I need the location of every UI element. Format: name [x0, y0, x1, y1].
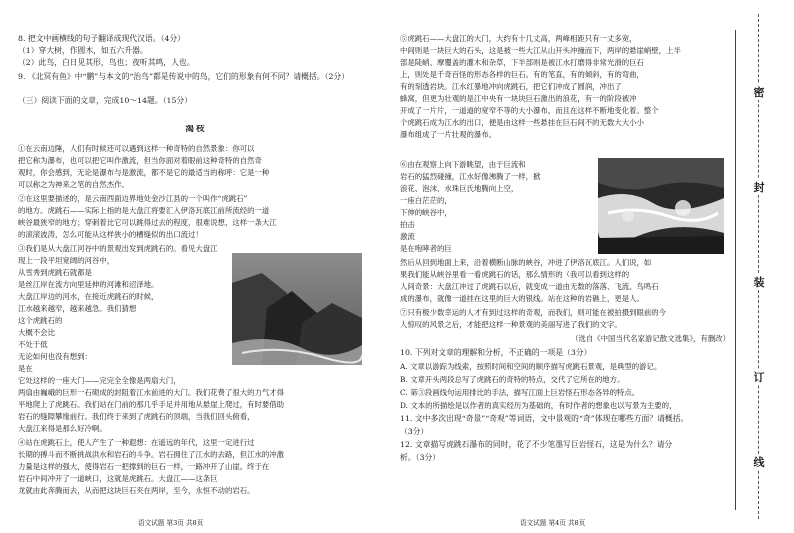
- essay-line: 中间则是一块巨大的石头，这是被一些大江从山开头冲撞而下，两岸的悬崖峭壁，上半: [400, 46, 681, 55]
- question-8: 8. 把文中画横线的句子翻译成现代汉语。（4分）: [18, 34, 185, 43]
- essay-line: 上，则处是千奇百怪的形态各样的巨石。有的笔直，有的倾斜，有的弯曲，: [400, 70, 644, 79]
- essay-line: ⑤虎跳石——大盘江的大门，大约有十几丈高，两峰相距只有一丈多宽，: [400, 34, 637, 43]
- essay-line: 无论如何也没有想到：: [18, 352, 92, 361]
- essay-line: ⑦只有极少数幸运的人才有到过这样的奇观，而我们，则可能在被拍摄到眼前的今: [400, 308, 667, 317]
- question-11-points: （3分）: [400, 427, 429, 436]
- essay-line: 岩石的猛烈碰撞，江水好像沸腾了一样，掀: [400, 172, 541, 181]
- page-footer-left: 语文试题 第3页 共8页: [138, 519, 204, 527]
- rock-photo: [232, 253, 362, 365]
- essay-title: 渴枝: [185, 125, 207, 134]
- option-a: A. 文章以游踪为线索，按照时间和空间的顺序描写虎跳石景观，是典型的游记。: [400, 362, 662, 371]
- question-9: 9. 《北冥有鱼》中“鹏”与本文的“治鸟”都是传说中的鸟，它们的形象有何不同？请概括。（2分）: [18, 72, 349, 81]
- essay-line: 两扇由巍峨的巨形一石砌成的封阻着江水前进的大门。我们花费了很大的力气才得: [18, 388, 285, 397]
- essay-line: 人惊叹的风景之后，才能把这样一种景观的美丽写进了我们的文字。: [400, 320, 622, 329]
- essay-line: ⑥由在观察上向下游眺望，由于巨流和: [400, 160, 526, 169]
- essay-line: 长期的搏斗而不断挑战洪水和岩石的斗争。岩石拥住了江水的去路，但江水的冲激: [18, 450, 285, 459]
- essay-line: 现上一段平坦宽阔的河谷中，: [18, 256, 115, 265]
- option-d: D. 文本的所描绘是以作者的真实经历为基础的，有时作者的想象也以写景为主要的，: [400, 401, 677, 410]
- essay-line: 浪花、泡沫、水珠巨氏地腾向上空，: [400, 184, 519, 193]
- right-page: [400, 0, 730, 533]
- essay-line: ②在这里要描述的，是云南西面边界地处金沙江县的一个叫作“虎跳石”: [18, 194, 248, 203]
- essay-line: 的地方。虎跳石——实际上指的是大盘江将要汇入伊洛瓦底江前所流经的一道: [18, 206, 270, 215]
- essay-line: 一座白茫茫的，: [400, 196, 452, 205]
- essay-line: 果我们能从峡谷里看一看虎跳石的话，那么情形的（我可以看到这样的: [400, 270, 630, 279]
- essay-line: 这个虎跳石的: [18, 316, 63, 325]
- essay-line: 部是陡峭、摩覆盖的灌木和杂草，下半部则是被江水打磨得非常光滑的巨石: [400, 58, 644, 67]
- question-10: 10. 下列对文章的理解和分析，不正确的一项是（3分）: [400, 348, 592, 357]
- question-12-points: 析。（3分）: [400, 453, 441, 462]
- option-c: C. 第③段画线句运用排比的手法，描写江面上巨岩怪石形态各异的特点。: [400, 388, 640, 397]
- binding-char: 装: [749, 274, 769, 290]
- essay-line: 它处这样的一座大门——完完全全像是两扇大门，: [18, 376, 181, 385]
- essay-line: 观时，你会感到，无论是瀑布与是激流，都不是它的最适当的称呼：它是一种: [18, 168, 270, 177]
- binding-char: 订: [749, 369, 769, 385]
- question-11: 11. 文中多次出现“奇景”“奇观”等词语，文中景观的“奇”体现在哪些方面？请概括。: [400, 414, 689, 423]
- essay-line: 个虎跳石成为江水的出口，便是由这样一些悬挂在巨石间不的无数大大小小: [400, 118, 644, 127]
- essay-line: 人间奇景：大盘江冲过了虎跳石以后，就变成一道由无数的落落、飞流、鸟鸣石: [400, 282, 659, 291]
- essay-line: 大盘江来得是那么好冷啊。: [18, 424, 107, 433]
- essay-source: （选自《中国当代名家游记散文选集》，有删改）: [571, 334, 730, 343]
- essay-line: 把它称为瀑布，也可以把它叫作激流，但当你面对着眼前这种奇特的自然奇: [18, 156, 262, 165]
- essay-line: 拍击: [400, 220, 415, 229]
- binding-char: 线: [749, 454, 769, 470]
- question-8-part-1: （1）穿大树，作圆木，如五六升器。: [18, 46, 148, 55]
- essay-line: 大概不会比: [18, 328, 55, 337]
- essay-line: ③我们是从大盘江河谷中的景观出发到虎跳石的。看见大盘江: [18, 244, 218, 253]
- binding-char: 封: [749, 179, 769, 195]
- essay-line: 江水越来越窄，越来越急。我们猜想: [18, 304, 137, 313]
- essay-line: 大盘江岸边的河水，在接近虎跳石的时候，: [18, 292, 159, 301]
- essay-line: 是在咆哮者的巨: [400, 244, 452, 253]
- binding-margin: [740, 14, 780, 519]
- binding-rule: [735, 30, 736, 510]
- rock-photo-image: [232, 253, 362, 365]
- essay-line: 瀑布组成了一片壮观的瀑布。: [400, 130, 497, 139]
- essay-line: 开成了一片片，一道道的宽窄不等的大小瀑布，而且在这样不断地变化着。整个: [400, 106, 659, 115]
- essay-line: 激流: [400, 232, 415, 241]
- essay-line: 有的刻透岩块。江水红暴地冲向虎跳石，把它们冲成了圆润，冲出了: [400, 82, 622, 91]
- section-3-header: （三）阅读下面的文章，完成10～14题。（15分）: [18, 96, 193, 105]
- essay-line: 力量是这样的强大，使得岩石一把撑到的巨石一样，一路冲开了山崖。终于在: [18, 462, 270, 471]
- essay-line: ④站在虎跳石上，使人产生了一种遐想：在遥远的年代，这里一定进行过: [18, 438, 255, 447]
- option-b: B. 文章开头两段总写了虎跳石的奇特的特点，交代了它所在的地方。: [400, 375, 625, 384]
- essay-line: 是丝江岸在流方向里延伸的河滩和沼泽地。: [18, 280, 159, 289]
- essay-line: 龙就由此奔腾而去，从而把这块巨石夹在两岸，至今，永恒不动的岩石。: [18, 486, 255, 495]
- essay-line: 然后从回到地面上来，沿着横断山脉的峡谷，冲进了伊洛瓦底江。人们说，如: [400, 258, 652, 267]
- question-12: 12. 文章描写虎跳石瀑布的同时，花了不少笔墨写巨岩怪石，这是为什么？请分: [400, 440, 673, 449]
- essay-line: 不处于低: [18, 340, 48, 349]
- essay-line: 平地爬上了虎跳石。我们站在门前的那几乎手足并用地从悬崖上爬过，有时要借助: [18, 400, 285, 409]
- essay-line: 峡谷最狭窄的地方；穿刺着比它可以跳得过去的程度，很难说想，这样一条大江: [18, 218, 277, 227]
- essay-line: 成的瀑布，就像一道挂在这里的巨大的银线。站在这种的岩礁上，更是人。: [400, 294, 644, 303]
- question-8-part-2: （2）此鸟，白日见其形，鸟也；夜听其鸣，人也。: [18, 58, 195, 67]
- essay-line: 的滚滚波涛，怎么可能从这样狭小的槽缝似的出口流过！: [18, 230, 203, 239]
- essay-line: 下伸的峡谷中，: [400, 208, 452, 217]
- essay-line: 岩石中间冲开了一道峡口，这就是虎跳石。大盘江——这条巨: [18, 474, 218, 483]
- essay-line: 是在: [18, 364, 33, 373]
- binding-char: 密: [749, 84, 769, 100]
- rapids-photo: [598, 158, 724, 254]
- essay-line: 蜂窝，但更为壮观的是江中央有一块块巨石激出的浪花，有一的阶段被冲: [400, 94, 637, 103]
- essay-line: ①在云南边陲，人们有时候还可以遇到这样一种奇特的自然景象：你可以: [18, 144, 255, 153]
- essay-line: 从雪秀到虎跳石就都是: [18, 268, 92, 277]
- essay-line: 可以称之为神来之笔的自然杰作。: [18, 180, 129, 189]
- page-footer-right: 语文试题 第4页 共8页: [520, 519, 586, 527]
- essay-line: 岩石的缝隙攀缘前行。我们终于来到了虎跳石的顶端，当我们回头俯看，: [18, 412, 255, 421]
- rapids-photo-image: [598, 158, 724, 254]
